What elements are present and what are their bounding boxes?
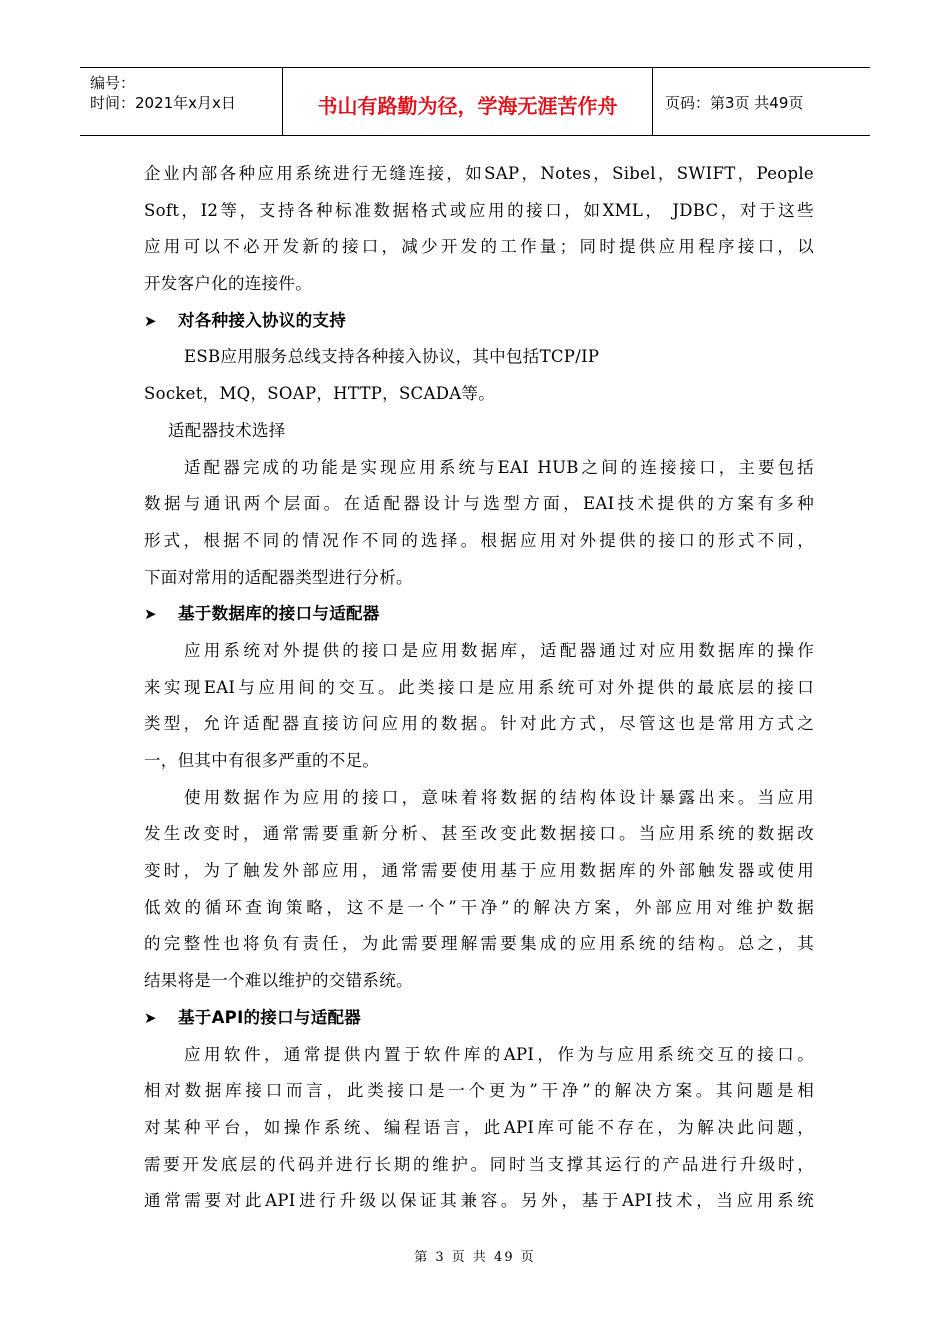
body-text-line: 发生改变时，通常需要重新分析、甚至改变此数据接口。当应用系统的数据改: [144, 824, 814, 844]
header-meta: [80, 68, 283, 135]
section-heading: [144, 303, 814, 340]
document-number-label: 编号：: [90, 74, 136, 92]
body-text-line: 企业内部各种应用系统进行无缝连接，如SAP，Notes，Sibel，SWIFT，People: [144, 164, 814, 183]
body-text-line: 使用数据作为应用的接口，意味着将数据的结构体设计暴露出来。当应用: [184, 787, 814, 807]
arrow-bullet-icon: ➤: [144, 605, 157, 624]
body-text-line: 一，但其中有很多严重的不足。: [144, 751, 380, 770]
arrow-bullet-icon: ➤: [144, 311, 157, 330]
body-text-line: 适配器完成的功能是实现应用系统与EAI HUB之间的连接接口，主要包括: [184, 457, 814, 477]
document-date: 时间：2021年x月x日: [90, 94, 236, 112]
page-info-text: 页码：第3页 共49页: [665, 94, 804, 112]
page-header: [80, 67, 870, 136]
body-text-line: 下面对常用的适配器类型进行分析。: [144, 567, 413, 587]
body-text-line: 变时，为了触发外部应用，通常需要使用基于应用数据库的外部触发器或使用: [144, 861, 814, 881]
body-text-line: ESB应用服务总线支持各种接入协议，其中包括TCP/IP: [184, 347, 600, 367]
body-text-line: Socket，MQ，SOAP，HTTP，SCADA等。: [144, 384, 496, 404]
motto-text: 书山有路勤为径，学海无涯苦作舟: [317, 94, 618, 118]
body-text-line: 的完整性也将负有责任，为此需要理解需要集成的应用系统的结构。总之，其: [144, 934, 814, 954]
body-text-line: 通常需要对此API进行升级以保证其兼容。另外，基于API技术，当应用系统: [144, 1191, 814, 1211]
page-footer: 第 3 页 共 49 页: [414, 1250, 536, 1265]
body-text-line: 类型，允许适配器直接访问应用的数据。针对此方式，尽管这也是常用方式之: [144, 714, 814, 734]
body-text-line: 应用可以不必开发新的接口，减少开发的工作量；同时提供应用程序接口，以: [144, 237, 814, 257]
section-heading-text: 基于API的接口与适配器: [178, 1007, 362, 1027]
section-heading-text: 对各种接入协议的支持: [178, 310, 346, 330]
body-text-line: Soft，I2等，支持各种标准数据格式或应用的接口，如XML， JDBC，对于这些: [144, 200, 814, 220]
body-text-line: 应用系统对外提供的接口是应用数据库，适配器通过对应用数据库的操作: [184, 640, 814, 660]
body-text-line: 对某种平台，如操作系统、编程语言，此API库可能不存在，为解决此问题，: [144, 1117, 814, 1137]
body-text-line: 结果将是一个难以维护的交错系统。: [144, 971, 413, 991]
body-text-line: 相对数据库接口而言，此类接口是一个更为”干净”的解决方案。其问题是相: [144, 1081, 814, 1101]
header-motto: [283, 68, 653, 135]
body-text-line: 形式，根据不同的情况作不同的选择。根据应用对外提供的接口的形式不同，: [144, 530, 814, 550]
section-heading-text: 基于数据库的接口与适配器: [178, 604, 380, 624]
body-text-line: 低效的循环查询策略，这不是一个”干净”的解决方案，外部应用对维护数据: [144, 897, 814, 917]
section-heading: [144, 1000, 814, 1037]
body-text-line: 数据与通讯两个层面。在适配器设计与选型方面，EAI技术提供的方案有多种: [144, 494, 814, 514]
header-page-info: [653, 68, 870, 135]
section-heading: [144, 596, 814, 633]
body-text-line: 来实现EAI与应用间的交互。此类接口是应用系统可对外提供的最底层的接口: [144, 677, 814, 697]
arrow-bullet-icon: ➤: [144, 1008, 157, 1027]
body-text-line: 需要开发底层的代码并进行长期的维护。同时当支撑其运行的产品进行升级时，: [144, 1154, 814, 1174]
body-text-line: 应用软件，通常提供内置于软件库的API，作为与应用系统交互的接口。: [184, 1044, 814, 1064]
document-body: [144, 156, 814, 1220]
body-text-line: 适配器技术选择: [168, 420, 286, 440]
body-text-line: 开发客户化的连接件。: [144, 274, 312, 294]
